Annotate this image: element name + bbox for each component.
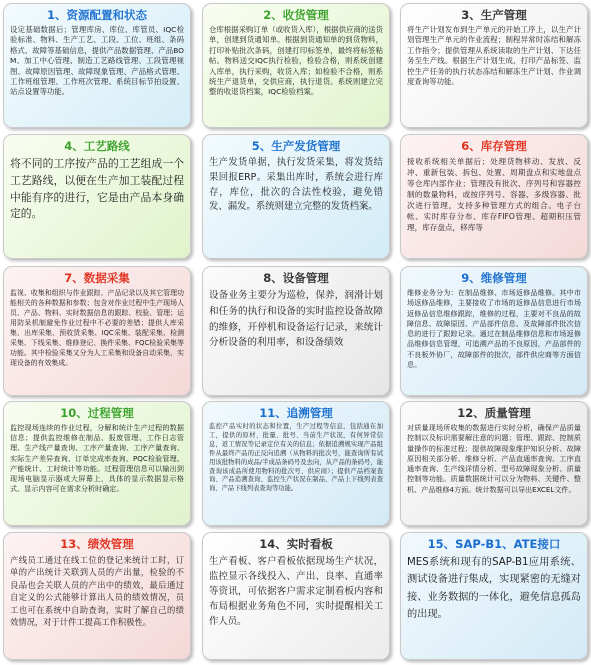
module-body: 生产发货单据，执行发货采集，将发货结果回报ERP。采集出库时，系统会进行库存，库位，批次的合法性校验，避免错发、漏发。系统则建立完整的发货档案。	[209, 157, 383, 213]
module-title: 10、过程管理	[60, 406, 134, 420]
module-card-receiving	[202, 3, 390, 128]
module-title: 5、生产发货管理	[251, 139, 341, 153]
module-title: 4、工艺路线	[64, 139, 130, 153]
module-title: 3、生产管理	[461, 8, 527, 22]
module-body: 设备业务主要分为巡检，保养，润滑计划和任务的执行和设备的实时监控设备故障的维修，开停机和设备运行记录，来统计分析设备的利用率，和设备绩效	[209, 290, 383, 349]
module-body: 生产看板、客户看板依据现场生产状况，监控显示各线投入、产出、良率、直通率等资讯，可依据客户需求定制看板内容和布局根据业务角色不同，实时提醒相关工作人员。	[209, 556, 383, 627]
module-title: 7、数据采集	[64, 271, 130, 285]
module-body: 产线员工通过在线工位的登记来统计工时，订单的产出统计关联到人员的产出量，检验的不良品也会关联人员的产出中的绩效，最后通过自定义的公式能够计算出人员的绩效情况，员工也可在系统中自助查询，实时了解自己的绩效情况，对于计件工提高工作积极性。	[10, 555, 184, 628]
module-body: 接收系统相关单据后；处理货物移动、发放、反冲、重新包装、拆包、处置、周期盘点和实地盘点等仓库内部作业；管理没有批次、序列号和容器控制的数量物料，或按序列号、容器、多级容器、批次进行管理，支持多种管理方式的组合。电子台帐、实时库存分布、库存FIFO管理、超期积压管理，库存盘点，移库等	[407, 157, 581, 232]
module-body: 监控产品实时的状态和位置，生产过程等信息，包括通在加工，提供的原材、批量、批号、当前生产状况，有何异常信息，返工情况等记录定位有关的信息；依据追溯规实现产品组件从最终产品的正反向追溯（从物料的批次号，能查询所有试用该批物料的成品/半成品条码号及去向，从产品的条码号，能查询该成品所使用物料的批次号、供应商）；提供产品档案查询、产品追溯查询、监控生产状况在制品、产品上下线列表查询、产品下线列表查询等功能。	[209, 423, 383, 493]
module-body: 监控现场连续的作业过程，分解和统计生产过程的数据信息；提供监控维修在制品、报废管理、工作日志管理、生产线产量查询、工序产量查询、工序产量查询、实际生产差异查询、订单完成率查询、PQC检验管理、产能统计、工时统计等功能。过程管理信息可以输出到现场电脑显示器或大屏幕上，具体的显示数据显示格式、显示内容可在需求分析时确定。	[10, 423, 184, 494]
module-title: 9、维修管理	[461, 271, 527, 285]
module-title: 2、收货管理	[263, 8, 329, 22]
module-title: 15、SAP-B1、ATE接口	[427, 537, 561, 551]
module-title: 8、设备管理	[263, 271, 329, 285]
module-card-shipping	[202, 134, 390, 259]
module-title: 1、资源配置和状态	[46, 8, 147, 22]
module-card-resource-config	[3, 3, 191, 128]
module-body: 设定基础数据后；管理库房、库位、库管员、IQC检验标准、物料、生产工艺、工段、工位、班组、条码格式、故障等基础信息，提供产品数据管理、产品BOM、加工中心管理、制造工艺路线管理、工段管理视图、故障原因管理、故障现象管理、产品格式管理、工作班组管理、工作班次管理、系统目标节拍设置、站点设置等功能。	[10, 25, 184, 97]
module-title: 11、追溯管理	[259, 406, 333, 420]
module-title: 14、实时看板	[259, 537, 333, 551]
module-body: MES系统和现有的SAP-B1应用系统、测试设备进行集成，实现紧密的无缝对接、业务数据的一体化，避免信息孤岛的出现。	[407, 557, 581, 621]
module-title: 13、绩效管理	[60, 537, 134, 551]
module-card-realtime-board	[202, 532, 390, 660]
module-card-process-mgmt	[3, 401, 191, 526]
module-card-traceability	[202, 401, 390, 526]
module-card-performance	[3, 532, 191, 660]
module-title: 6、库存管理	[461, 139, 527, 153]
module-card-process-route	[3, 134, 191, 259]
module-body: 对质量现场所收集的数据进行实时分析，确保产品质量控制以及标识需要解注意的问题；管理、跟踪、控制质量操作的标准过程；提供故障现象维护知识分析、故障原因相关部分析、维修分析、产品直通率查询、工序直通率查询、生产线详情分析、型号故障现象分析、质量控制等功能。质量数据统计可以分为物料、关键件、整机、产品维修4方面。统计数据可以导出EXCEL文件。	[407, 423, 581, 494]
module-card-data-collection	[3, 266, 191, 396]
module-card-production	[400, 3, 588, 128]
module-body: 维修业务分为：在制品维修、市场返修品维修。其中市场返修品维修，主要接收了市场的返修品信息进行市场返修品信息维修跟踪，维修的过程，主要对不良品的故障信息、故障原因、产品部件信息、及故障部件批次信息的进行了跟踪记录。通过在制品维修信息和市场返修品维修信息管理，可追溯产品的不良原因，产品部件的不良板外协厂，故障部件的批次，部件供应商等方面信息。	[407, 288, 581, 370]
module-title: 12、质量管理	[457, 406, 531, 420]
module-card-sap-ate-interface	[400, 532, 588, 660]
module-body: 仓库根据采购订单（或收货入库），根据供应商的送货单，创建到货通知单。根据到货通知单的到货物料，打印补贴批次条码，创建打印标签单，最终将标签粘帖。物料送交IQC执行检验，检验合格，则系统创建入库单，执行采购，收货入库；如检验不合格，则系统生产退货单，交供应商，执行退货。系统则建立完整的收退货档案，IQC检验档案。	[209, 25, 383, 97]
module-card-quality	[400, 401, 588, 526]
module-card-inventory	[400, 134, 588, 259]
module-card-equipment	[202, 266, 390, 396]
module-body: 将不同的工序按产品的工艺组成一个工艺路线，以便在生产加工装配过程中能有序的进行，它是由产品本身确定的。	[10, 157, 184, 221]
module-body: 监视、收集和组织与作业跟踪、产品记录以及其它管理功能相关的各种数据和参数；包含对作业过程中生产现场人员、产品、物料、实时数据信息的跟踪、校验、管理；运用防呆机制避免作业过程中不必要的差错；提供人库采集、出库采集、预收货采集、IQC采集、装配采集、检测采集、下线采集、维修登记、换件采集、FQC检验采集等功能。其中检验采集又分为人工采集和设备自动采集，实现设备的有效集成。	[10, 289, 184, 367]
module-body: 将生产计划发布到生产单元的开始工序上，以生产计划管理生产单元的作业流程；制程异常时冻结和解冻工作指令；提供管理从系统读取的生产计划、下达任务至生产线。根据生产计划生成、打印产品标签、监控生产任务的执行状态冻结和解冻生产计划、作业调度查询等功能。	[407, 25, 581, 87]
module-card-repair	[400, 266, 588, 396]
